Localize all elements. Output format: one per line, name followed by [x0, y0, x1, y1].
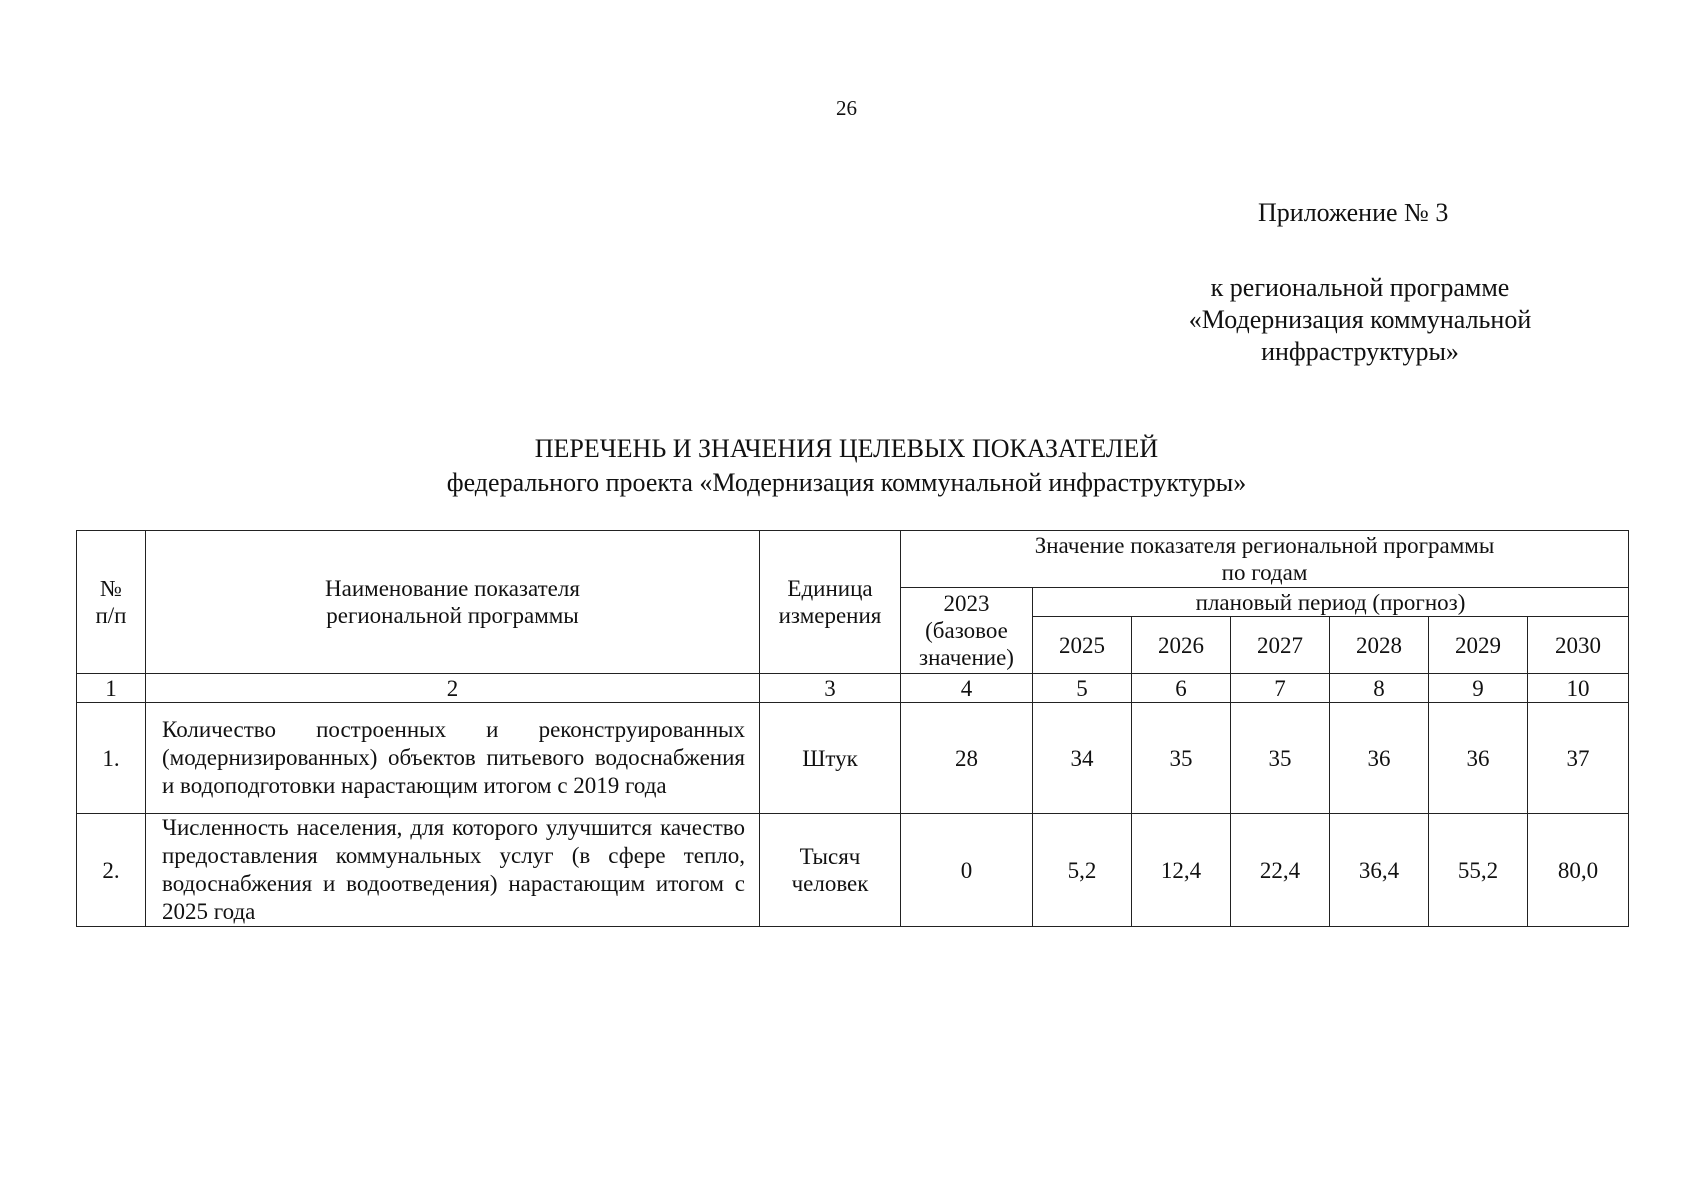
- indicators-table: [76, 530, 1629, 927]
- header-number: [77, 531, 146, 674]
- row-value: 36: [1330, 703, 1429, 814]
- appendix-subtitle-line: к региональной программе: [1210, 273, 1510, 302]
- header-number-line: п/п: [95, 603, 127, 628]
- row-value: 80,0: [1528, 814, 1629, 927]
- page-number: 26: [836, 96, 857, 120]
- header-year: 2028: [1330, 617, 1429, 674]
- header-unit-line: Единица: [787, 576, 873, 601]
- row-unit-line: Тысяч: [799, 844, 861, 869]
- heading-subtitle: федерального проекта «Модернизация коммунальной инфраструктуры»: [446, 468, 1247, 497]
- header-year: 2030: [1528, 617, 1629, 674]
- appendix-subtitle-line: инфраструктуры»: [1261, 337, 1459, 366]
- row-unit-line: Штук: [802, 745, 858, 771]
- appendix-subtitle-line: «Модернизация коммунальной: [1188, 305, 1532, 334]
- row-base-value: 0: [901, 814, 1033, 927]
- row-base-value: 28: [901, 703, 1033, 814]
- column-number: 1: [77, 674, 146, 703]
- table-row: [77, 703, 1629, 814]
- row-value: 34: [1033, 703, 1132, 814]
- header-year: 2029: [1429, 617, 1528, 674]
- row-value: 36,4: [1330, 814, 1429, 927]
- header-year: 2026: [1132, 617, 1231, 674]
- header-number-line: №: [100, 576, 122, 601]
- row-value: 55,2: [1429, 814, 1528, 927]
- column-number: 9: [1429, 674, 1528, 703]
- header-indicator-name: [146, 531, 760, 674]
- column-number: 5: [1033, 674, 1132, 703]
- header-base-line: значение): [919, 645, 1014, 670]
- header-name-line: Наименование показателя: [325, 576, 580, 601]
- header-name-line: региональной программы: [326, 603, 579, 628]
- header-row: [77, 531, 1629, 588]
- row-value: 35: [1231, 703, 1330, 814]
- row-value: 35: [1132, 703, 1231, 814]
- header-values-line: по годам: [1221, 560, 1308, 585]
- table-row: [77, 814, 1629, 927]
- header-base-line: 2023: [943, 591, 990, 616]
- row-unit-line: человек: [791, 871, 869, 896]
- row-value: 12,4: [1132, 814, 1231, 927]
- row-value: 5,2: [1033, 814, 1132, 927]
- header-year: 2027: [1231, 617, 1330, 674]
- column-numbers-row: [77, 674, 1629, 703]
- header-plan-period: плановый период (прогноз): [1033, 588, 1629, 617]
- column-number: 10: [1528, 674, 1629, 703]
- row-value: 37: [1528, 703, 1629, 814]
- document-heading: [0, 432, 1693, 500]
- header-unit-line: измерения: [778, 603, 882, 628]
- heading-title: ПЕРЕЧЕНЬ И ЗНАЧЕНИЯ ЦЕЛЕВЫХ ПОКАЗАТЕЛЕЙ: [534, 434, 1159, 463]
- header-year: 2025: [1033, 617, 1132, 674]
- row-indicator-name: Численность населения, для которого улучшится качество предоставления коммунальных услуг (в сфере тепло, водоснабжения и водоотведения) нарастающим итогом с 2025 года: [146, 814, 760, 927]
- column-number: 7: [1231, 674, 1330, 703]
- header-base-year: [901, 588, 1033, 674]
- column-number: 8: [1330, 674, 1429, 703]
- appendix-title: Приложение № 3: [1258, 198, 1449, 227]
- row-unit: [760, 814, 901, 927]
- column-number: 3: [760, 674, 901, 703]
- row-number: 2.: [77, 814, 146, 927]
- row-indicator-name: Количество построенных и реконструированных (модернизированных) объектов питьевого водоснабжения и водоподготовки нарастающим итогом с 2019 года: [146, 703, 760, 814]
- header-values-by-year: [901, 531, 1629, 588]
- row-unit: [760, 703, 901, 814]
- header-unit: [760, 531, 901, 674]
- row-value: 36: [1429, 703, 1528, 814]
- column-number: 6: [1132, 674, 1231, 703]
- row-value: 22,4: [1231, 814, 1330, 927]
- header-base-line: (базовое: [925, 618, 1008, 643]
- row-number: 1.: [77, 703, 146, 814]
- column-number: 2: [146, 674, 760, 703]
- column-number: 4: [901, 674, 1033, 703]
- header-values-line: Значение показателя региональной программы: [1034, 533, 1495, 558]
- appendix-subtitle: [1160, 272, 1560, 368]
